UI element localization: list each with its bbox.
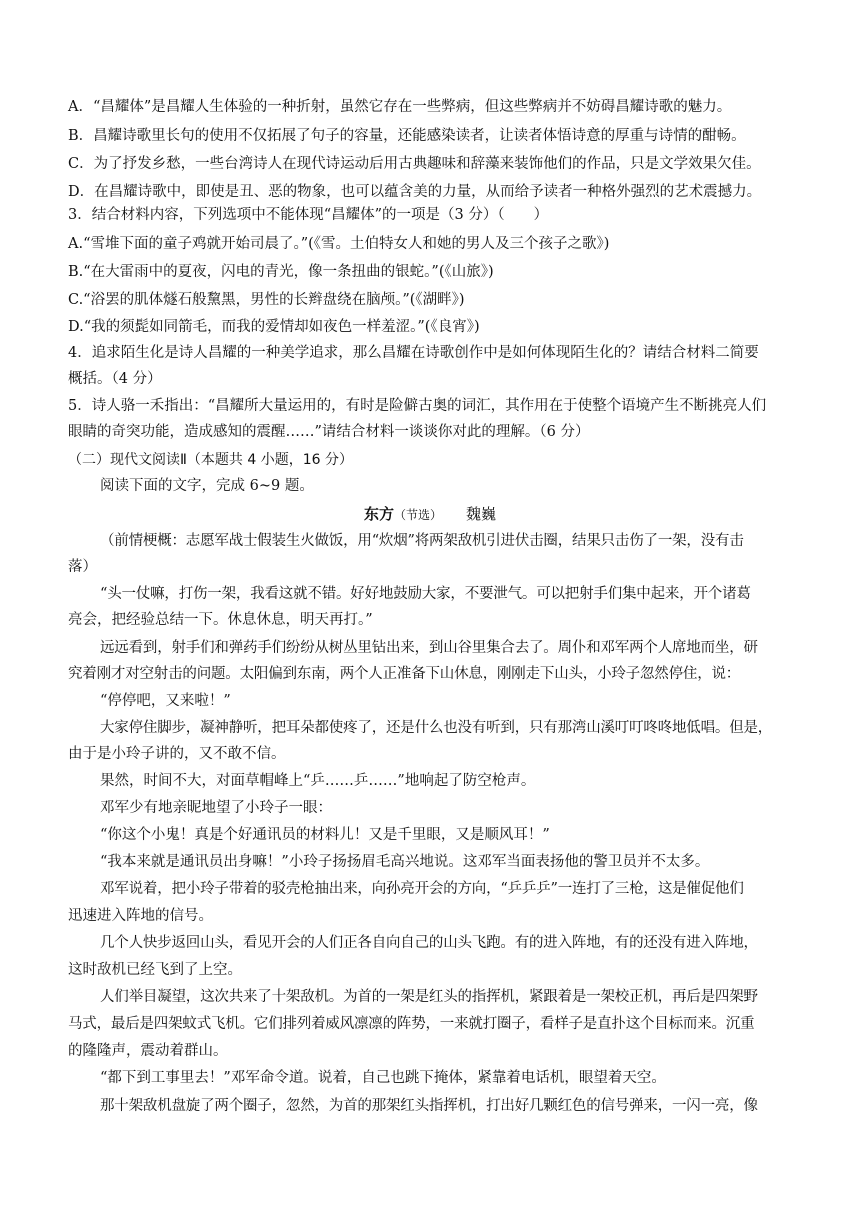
q3-option-c: C.“浴罢的肌体燧石般黧黑，男性的长辫盘绕在脑颅。”(《湖畔》) [68,292,465,308]
q3-stem: 3．结合材料内容，下列选项中不能体现“昌耀体”的一项是（3 分）（ ） [68,207,549,223]
article-line-19: 马式，最后是四架蚊式飞机。它们排列着威风凛凛的阵势，一来就打圈子，看样子是直扑这个目标而来。沉重 [68,1016,755,1032]
section-instruction: 阅读下面的文字，完成 6~9 题。 [100,478,314,494]
q4-line-2: 概括。（4 分） [68,371,162,387]
q3-option-d: D.“我的须髭如同箭毛，而我的爱情却如夜色一样羞涩。”(《良宵》) [68,319,480,335]
article-line-5: 远远看到，射手们和弹药手们纷纷从树丛里钻出来，到山谷里集合去了。周仆和邓军两个人席地而坐，研 [100,640,758,656]
article-line-12: “你这个小鬼！真是个好通讯员的材料儿！又是千里眼，又是顺风耳！” [100,827,550,843]
q3-option-a: A.“雪堆下面的童子鸡就开始司晨了。”(《雪。土伯特女人和她的男人及三个孩子之歌》) [68,236,610,252]
q5-line-2: 眼睛的奇突功能，造成感知的震醒……”请结合材料一谈谈你对此的理解。（6 分） [68,424,590,440]
q4-line-1: 4．追求陌生化是诗人昌耀的一种美学追求，那么昌耀在诗歌创作中是如何体现陌生化的？请结合材料二简要 [68,345,759,361]
article-line-7: “停停吧，又来啦！” [100,693,231,709]
article-line-2: 落） [68,559,97,575]
q2-option-a: A．“昌耀体”是昌耀人生体验的一种折射，虽然它存在一些弊病，但这些弊病并不妨碍昌耀诗歌的魅力。 [68,99,732,115]
article-line-16: 几个人快步返回山头，看见开会的人们正各自向自己的山头飞跑。有的进入阵地，有的还没有进入阵地， [100,935,758,951]
article-title-note: （节选） [393,508,442,522]
q5-line-1: 5．诗人骆一禾指出：“昌耀所大量运用的，有时是险僻古奥的词汇，其作用在于使整个语境产生不断挑亮人们 [68,398,767,414]
article-line-8: 大家停住脚步，凝神静听，把耳朵都使疼了，还是什么也没有听到，只有那湾山溪叮叮咚咚地低唱。但是， [100,720,773,736]
article-line-18: 人们举目凝望，这次共来了十架敌机。为首的一架是红头的指挥机，紧跟着是一架校正机，再后是四架野 [100,989,758,1005]
article-title: 东方 [363,505,394,523]
q2-option-b: B．昌耀诗歌里长句的使用不仅拓展了句子的容量，还能感染读者，让读者体悟诗意的厚重与诗情的酣畅。 [68,128,746,144]
article-line-13: “我本来就是通讯员出身嘛！”小玲子扬扬眉毛高兴地说。这邓军当面表扬他的警卫员并不太多。 [100,854,710,870]
q2-option-d: D．在昌耀诗歌中，即使是丑、恶的物象，也可以蕴含美的力量，从而给予读者一种格外强烈的艺术震撼力。 [68,184,762,200]
article-line-17: 这时敌机已经飞到了上空。 [68,962,242,978]
article-line-6: 究着刚才对空射击的问题。太阳偏到东南，两个人正准备下山休息，刚刚走下山头，小玲子忽然停住，说： [68,666,741,682]
article-line-21: “都下到工事里去！”邓军命令道。说着，自己也跳下掩体，紧靠着电话机，眼望着天空。 [100,1070,666,1086]
section-heading: （二）现代文阅读Ⅱ（本题共 4 小题，16 分） [68,452,353,468]
article-line-3: “头一仗嘛，打伤一架，我看这就不错。好好地鼓励大家，不要泄气。可以把射手们集中起来，开个诸葛 [100,586,751,602]
q2-option-c: C．为了抒发乡愁，一些台湾诗人在现代诗运动后用古典趣味和辞藻来装饰他们的作品，只是文学效果欠佳。 [68,156,761,172]
article-line-11: 邓军少有地亲昵地望了小玲子一眼： [100,800,332,816]
article-line-14: 邓军说着，把小玲子带着的驳壳枪抽出来，向孙亮开会的方向，“乒乒乒”一连打了三枪，这是催促他们 [100,881,744,897]
article-line-15: 迅速进入阵地的信号。 [68,908,213,924]
article-line-1: （前情梗概：志愿军战士假装生火做饭，用“炊烟”将两架敌机引进伏击圈，结果只击伤了一架，没有击 [100,533,744,549]
article-line-22: 那十架敌机盘旋了两个圈子，忽然，为首的那架红头指挥机，打出好几颗红色的信号弹来，一闪一亮，像 [100,1098,758,1114]
article-line-4: 亮会，把经验总结一下。休息休息，明天再打。” [68,612,373,628]
article-line-9: 由于是小玲子讲的，又不敢不信。 [68,746,286,762]
article-title-line [0,504,860,525]
q3-option-b: B.“在大雷雨中的夏夜，闪电的青光，像一条扭曲的银蛇。”(《山旅》) [68,264,494,280]
article-line-20: 的隆隆声，震动着群山。 [68,1043,228,1059]
article-author: 魏巍 [466,505,497,523]
article-line-10: 果然，时间不大，对面草帽峰上“乒……乒……”地响起了防空枪声。 [100,773,536,789]
